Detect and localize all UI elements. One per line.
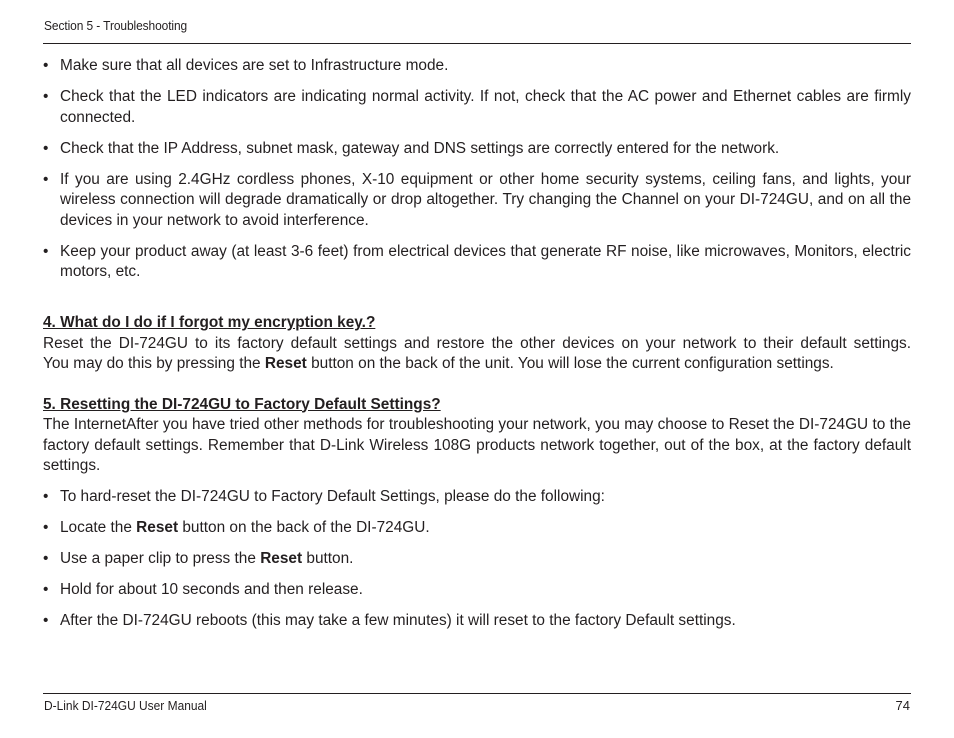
page-content (43, 56, 911, 642)
question-4-title: 4. What do I do if I forgot my encryption key.? (43, 314, 376, 331)
step-text: button on the back of the DI-724GU. (178, 519, 430, 536)
step-text: Locate the (60, 519, 137, 536)
reset-keyword: Reset (264, 355, 307, 372)
reset-steps-list (43, 487, 911, 632)
spacer (43, 293, 911, 313)
list-item: • After the DI-724GU reboots (this may take a few minutes) it will reset to the factory Default settings. (43, 611, 911, 632)
page-number: 74 (895, 698, 910, 713)
question-4-line-2 (43, 354, 911, 375)
reset-keyword: Reset (260, 550, 303, 567)
spacer (43, 375, 911, 395)
list-item: • If you are using 2.4GHz cordless phones, X-10 equipment or other home security systems, ceiling fans, and lights, your wireless connection will degrade dramatically or drop altogether. Try changing the Channel on your DI-724GU, and on all the devices in your network to avoid interference. (43, 170, 911, 232)
question-5-title: 5. Resetting the DI-724GU to Factory Default Settings? (43, 395, 441, 413)
list-item: • Check that the IP Address, subnet mask, gateway and DNS settings are correctly entered for the network. (43, 139, 911, 160)
list-item (43, 549, 911, 570)
list-item: • Hold for about 10 seconds and then release. (43, 580, 911, 601)
q4-text: button on the back of the unit. You will lose the current configuration settings. (306, 355, 834, 372)
list-item: • To hard-reset the DI-724GU to Factory Default Settings, please do the following: (43, 487, 911, 508)
footer-manual-title: D-Link DI-724GU User Manual (44, 698, 207, 713)
question-5-body: The InternetAfter you have tried other methods for troubleshooting your network, you may choose to Reset the DI-724GU to the factory default settings. Remember that D-Link Wireless 108G products network together, out of the box, at the factory default settings. (43, 416, 911, 474)
list-item (43, 518, 911, 539)
list-item: • Check that the LED indicators are indicating normal activity. If not, check that the AC power and Ethernet cables are firmly connected. (43, 87, 911, 128)
header-divider (43, 43, 911, 44)
step-text: button. (302, 550, 354, 567)
question-4-line-1: Reset the DI-724GU to its factory default settings and restore the other devices on your network to their default settings. (43, 334, 911, 352)
q4-text: You may do this by pressing the (43, 355, 265, 372)
footer-divider (43, 693, 911, 694)
step-text: Use a paper clip to press the (60, 550, 261, 567)
list-item: • Keep your product away (at least 3-6 feet) from electrical devices that generate RF noise, like microwaves, Monitors, electric motors, etc. (43, 242, 911, 283)
reset-keyword: Reset (136, 519, 179, 536)
list-item: • Make sure that all devices are set to Infrastructure mode. (43, 56, 911, 77)
section-header: Section 5 - Troubleshooting (44, 18, 188, 33)
tips-list (43, 56, 911, 283)
